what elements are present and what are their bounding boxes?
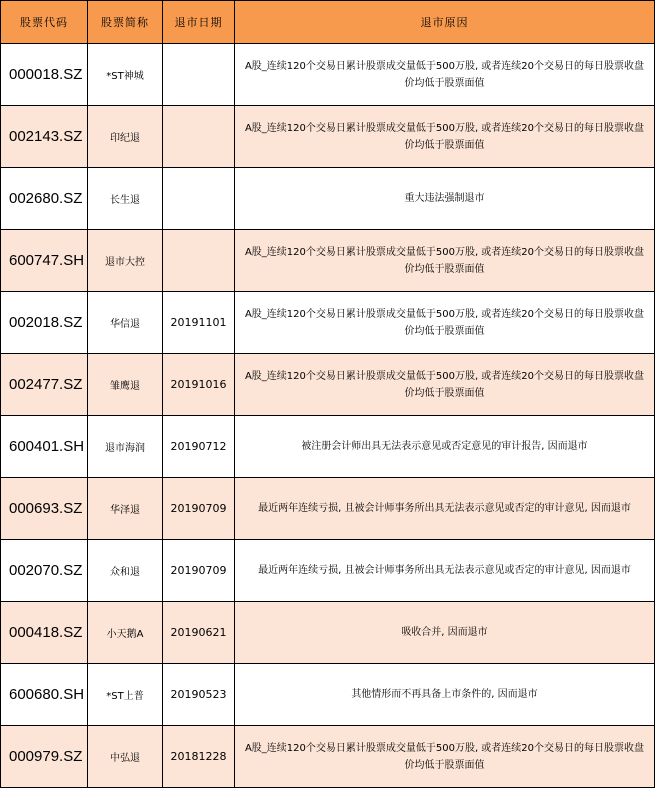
table-row <box>1 168 655 230</box>
stock-name-cell: 中弘退 <box>88 726 163 788</box>
delist-date-cell: 20191101 <box>163 292 235 354</box>
delist-reason-cell: 被注册会计师出具无法表示意见或否定意见的审计报告, 因而退市 <box>235 416 655 478</box>
stock-name-cell: 退市海润 <box>88 416 163 478</box>
stock-name-cell: 雏鹰退 <box>88 354 163 416</box>
delist-date-cell: 20190709 <box>163 478 235 540</box>
delist-reason-cell: A股_连续120个交易日累计股票成交量低于500万股, 或者连续20个交易日的每日股票收盘价均低于股票面值 <box>235 354 655 416</box>
stock-name-cell: 华泽退 <box>88 478 163 540</box>
delist-date-cell <box>163 230 235 292</box>
delist-reason-cell: A股_连续120个交易日累计股票成交量低于500万股, 或者连续20个交易日的每日股票收盘价均低于股票面值 <box>235 230 655 292</box>
delist-date-cell: 20190621 <box>163 602 235 664</box>
delist-date-cell: 20190523 <box>163 664 235 726</box>
delist-reason-cell: 最近两年连续亏损, 且被会计师事务所出具无法表示意见或否定的审计意见, 因而退市 <box>235 540 655 602</box>
stock-name-cell: 印纪退 <box>88 106 163 168</box>
stock-code-cell: 000979.SZ <box>1 726 88 788</box>
stock-code-cell: 002018.SZ <box>1 292 88 354</box>
delist-date-cell <box>163 106 235 168</box>
table-row <box>1 106 655 168</box>
stock-name-cell: 退市大控 <box>88 230 163 292</box>
stock-name-cell: *ST上普 <box>88 664 163 726</box>
stock-name-cell: 长生退 <box>88 168 163 230</box>
table-row <box>1 664 655 726</box>
delist-date-cell: 20181228 <box>163 726 235 788</box>
delist-reason-cell: 吸收合并, 因而退市 <box>235 602 655 664</box>
delist-reason-cell: 重大违法强制退市 <box>235 168 655 230</box>
table-row <box>1 292 655 354</box>
header-row <box>1 1 655 44</box>
stock-code-cell: 000018.SZ <box>1 44 88 106</box>
delist-reason-cell: A股_连续120个交易日累计股票成交量低于500万股, 或者连续20个交易日的每日股票收盘价均低于股票面值 <box>235 44 655 106</box>
stock-name-cell: 众和退 <box>88 540 163 602</box>
stock-code-cell: 002143.SZ <box>1 106 88 168</box>
delist-reason-cell: A股_连续120个交易日累计股票成交量低于500万股, 或者连续20个交易日的每日股票收盘价均低于股票面值 <box>235 292 655 354</box>
delist-reason-cell: 其他情形而不再具备上市条件的, 因而退市 <box>235 664 655 726</box>
table-row <box>1 726 655 788</box>
delist-reason-cell: A股_连续120个交易日累计股票成交量低于500万股, 或者连续20个交易日的每日股票收盘价均低于股票面值 <box>235 106 655 168</box>
stock-code-cell: 600747.SH <box>1 230 88 292</box>
stock-code-cell: 002477.SZ <box>1 354 88 416</box>
column-header-date: 退市日期 <box>163 1 235 44</box>
column-header-name: 股票简称 <box>88 1 163 44</box>
table-row <box>1 44 655 106</box>
column-header-code: 股票代码 <box>1 1 88 44</box>
stock-code-cell: 002070.SZ <box>1 540 88 602</box>
table-row <box>1 230 655 292</box>
stock-name-cell: 小天鹅A <box>88 602 163 664</box>
stock-code-cell: 000693.SZ <box>1 478 88 540</box>
table-row <box>1 602 655 664</box>
stock-code-cell: 002680.SZ <box>1 168 88 230</box>
column-header-reason: 退市原因 <box>235 1 655 44</box>
table-row <box>1 416 655 478</box>
table-row <box>1 354 655 416</box>
delist-date-cell <box>163 168 235 230</box>
delist-date-cell <box>163 44 235 106</box>
stock-code-cell: 600401.SH <box>1 416 88 478</box>
stock-name-cell: *ST神城 <box>88 44 163 106</box>
stock-code-cell: 000418.SZ <box>1 602 88 664</box>
delist-date-cell: 20190712 <box>163 416 235 478</box>
table-row <box>1 478 655 540</box>
delist-reason-cell: 最近两年连续亏损, 且被会计师事务所出具无法表示意见或否定的审计意见, 因而退市 <box>235 478 655 540</box>
delist-reason-cell: A股_连续120个交易日累计股票成交量低于500万股, 或者连续20个交易日的每日股票收盘价均低于股票面值 <box>235 726 655 788</box>
table-row <box>1 540 655 602</box>
stock-code-cell: 600680.SH <box>1 664 88 726</box>
delist-date-cell: 20190709 <box>163 540 235 602</box>
delist-date-cell: 20191016 <box>163 354 235 416</box>
stock-name-cell: 华信退 <box>88 292 163 354</box>
